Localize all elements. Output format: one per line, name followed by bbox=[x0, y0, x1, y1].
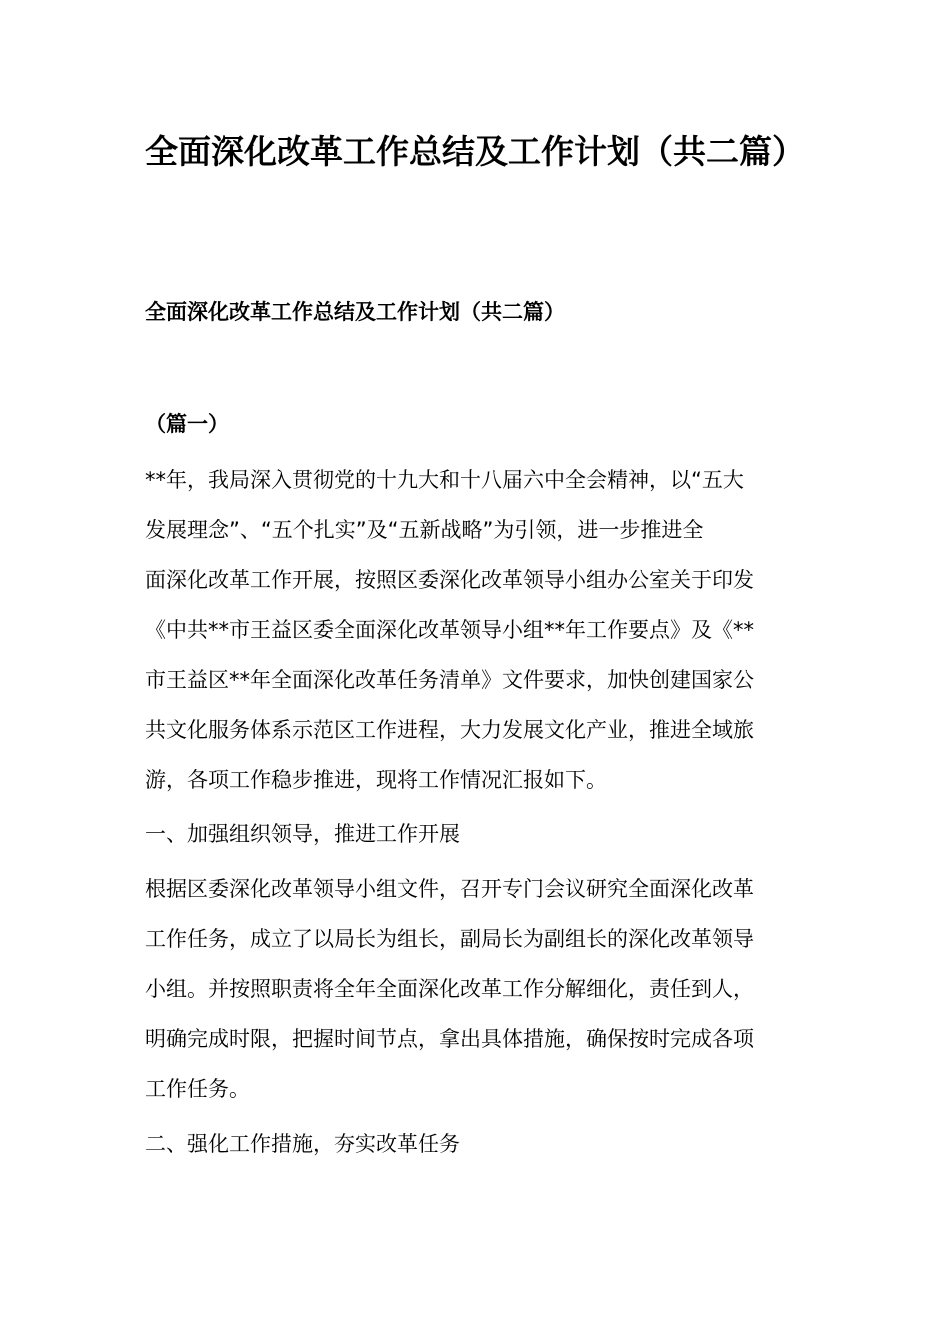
section1-line: 工作任务，成立了以局长为组长，副局长为副组长的深化改革领导 bbox=[145, 927, 754, 951]
section1-heading-block bbox=[145, 809, 805, 859]
section1-line: 根据区委深化改革领导小组文件，召开专门会议研究全面深化改革 bbox=[145, 877, 754, 901]
intro-line: 发展理念”、“五个扎实”及“五新战略”为引领，进一步推进全 bbox=[145, 518, 704, 542]
intro-line: 共文化服务体系示范区工作进程，大力发展文化产业，推进全域旅 bbox=[145, 718, 754, 742]
intro-line: 《中共**市王益区委全面深化改革领导小组**年工作要点》及《** bbox=[145, 618, 754, 642]
intro-line: 面深化改革工作开展，按照区委深化改革领导小组办公室关于印发 bbox=[145, 568, 754, 592]
section1-line: 明确完成时限，把握时间节点，拿出具体措施，确保按时完成各项 bbox=[145, 1027, 754, 1051]
section1-paragraph bbox=[145, 864, 805, 1114]
section2-heading-block bbox=[145, 1119, 805, 1169]
document-subtitle: 全面深化改革工作总结及工作计划（共二篇） bbox=[145, 300, 565, 324]
intro-line: **年，我局深入贯彻党的十九大和十八届六中全会精神，以“五大 bbox=[145, 468, 744, 492]
document-title: 全面深化改革工作总结及工作计划（共二篇） bbox=[145, 132, 805, 171]
chapter-heading: （篇一） bbox=[145, 412, 229, 436]
section2-heading: 二、强化工作措施，夯实改革任务 bbox=[145, 1132, 460, 1156]
section1-heading: 一、加强组织领导，推进工作开展 bbox=[145, 822, 460, 846]
intro-line: 市王益区**年全面深化改革任务清单》文件要求，加快创建国家公 bbox=[145, 668, 754, 692]
intro-line: 游，各项工作稳步推进，现将工作情况汇报如下。 bbox=[145, 768, 607, 792]
intro-paragraph bbox=[145, 455, 805, 805]
section1-line: 工作任务。 bbox=[145, 1077, 250, 1101]
section1-line: 小组。并按照职责将全年全面深化改革工作分解细化，责任到人， bbox=[145, 977, 754, 1001]
